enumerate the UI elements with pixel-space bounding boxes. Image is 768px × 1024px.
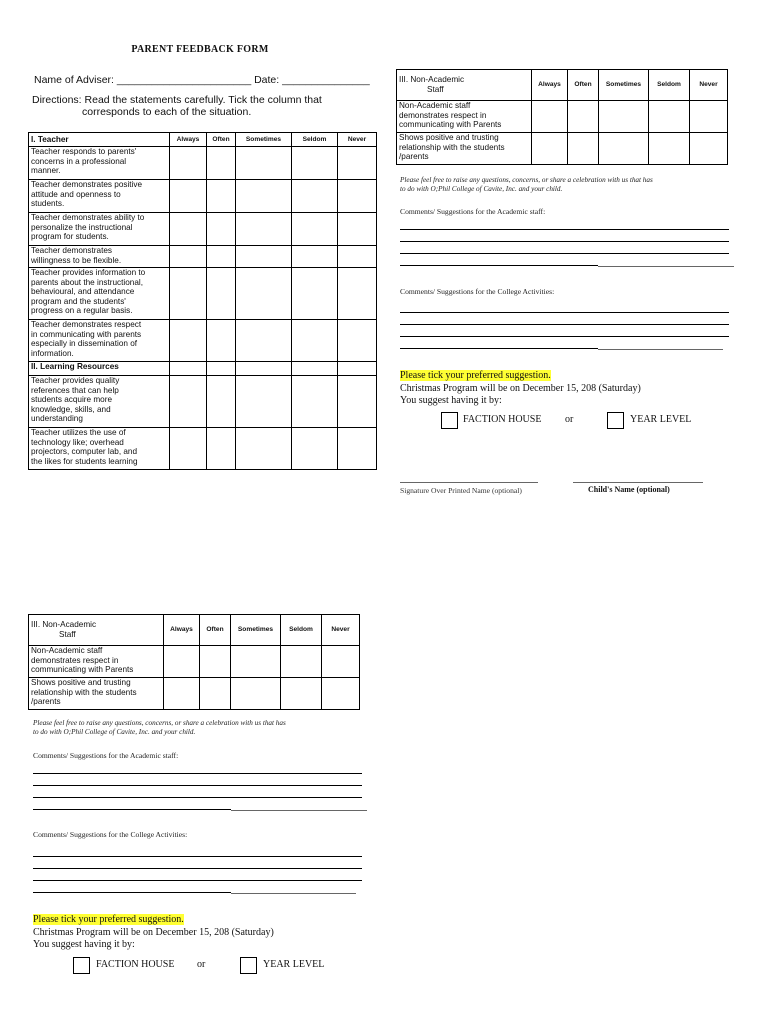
table-row <box>29 213 377 246</box>
rating-cell[interactable] <box>292 428 338 470</box>
col-often: Often <box>200 615 231 646</box>
comment-line[interactable] <box>400 324 729 325</box>
program-date: Christmas Program will be on December 15, 208 (Saturday) <box>400 383 641 394</box>
faction-house-label: FACTION HOUSE <box>96 959 175 970</box>
comment-line[interactable] <box>400 241 729 242</box>
rating-cell[interactable] <box>292 246 338 268</box>
col-always: Always <box>164 615 200 646</box>
col-sometimes: Sometimes <box>236 133 292 147</box>
rating-cell[interactable] <box>236 147 292 180</box>
comment-line[interactable] <box>400 265 598 266</box>
rating-cell[interactable] <box>281 678 322 710</box>
year-level-checkbox[interactable] <box>240 957 257 974</box>
rating-cell[interactable] <box>690 133 728 165</box>
col-always: Always <box>170 133 207 147</box>
rating-cell[interactable] <box>338 376 377 428</box>
statement-line: Teacher demonstrates respect <box>31 320 142 329</box>
rating-cell[interactable] <box>207 376 236 428</box>
statement-cell <box>29 678 164 710</box>
comment-line[interactable] <box>33 880 362 881</box>
statement-line: willingness to be flexible. <box>31 255 122 265</box>
table-row <box>397 101 728 133</box>
statement-line: Non-Academic staff <box>399 101 471 110</box>
adviser-date-line[interactable]: Name of Adviser: _______________________ Date: _______________ <box>34 74 370 86</box>
table-row <box>29 147 377 180</box>
comments-college-label: Comments/ Suggestions for the College Activities: <box>33 830 188 839</box>
statement-line: manner. <box>31 166 61 176</box>
suggestion-block <box>400 365 641 407</box>
table-row <box>29 320 377 362</box>
faction-house-checkbox[interactable] <box>441 412 458 429</box>
table-row <box>29 646 360 678</box>
statement-cell <box>397 101 532 133</box>
rating-cell[interactable] <box>236 320 292 362</box>
suggestion-highlight: Please tick your preferred suggestion. <box>400 370 551 381</box>
note-text: Please feel free to raise any questions, concerns, or share a celebration with us that has to do with O;Phil College of Cavite, Inc. and your child. <box>400 176 653 193</box>
rating-cell[interactable] <box>292 362 338 376</box>
rating-cell[interactable] <box>170 428 207 470</box>
faction-house-checkbox[interactable] <box>73 957 90 974</box>
rating-cell[interactable] <box>236 428 292 470</box>
comment-line[interactable] <box>33 856 362 857</box>
col-never: Never <box>338 133 377 147</box>
rating-cell[interactable] <box>236 246 292 268</box>
table-row <box>29 678 360 710</box>
statement-cell <box>29 180 170 213</box>
rating-cell[interactable] <box>170 320 207 362</box>
statement-cell <box>29 376 170 428</box>
comment-line[interactable] <box>33 785 362 786</box>
rating-cell[interactable] <box>281 646 322 678</box>
rating-cell[interactable] <box>568 101 599 133</box>
rating-cell[interactable] <box>690 101 728 133</box>
statement-line: Teacher demonstrates ability to <box>31 213 145 222</box>
comment-line[interactable] <box>598 349 723 350</box>
suggestion-highlight: Please tick your preferred suggestion. <box>33 914 184 925</box>
rating-cell[interactable] <box>292 180 338 213</box>
year-level-checkbox[interactable] <box>607 412 624 429</box>
statement-line: relationship with the students <box>399 142 505 152</box>
statement-line: Non-Academic staff <box>31 646 103 655</box>
rating-cell[interactable] <box>170 376 207 428</box>
rating-cell[interactable] <box>236 268 292 320</box>
statement-line: Teacher provides information to <box>31 268 146 277</box>
comment-line[interactable] <box>33 868 362 869</box>
col-seldom: Seldom <box>649 70 690 101</box>
nonacademic-title: III. Non-Academic Staff <box>29 615 164 646</box>
comment-line[interactable] <box>400 253 729 254</box>
statement-line: program and the students' <box>31 296 126 306</box>
col-seldom: Seldom <box>281 615 322 646</box>
comment-line[interactable] <box>33 809 231 810</box>
rating-cell[interactable] <box>292 376 338 428</box>
statement-line: Teacher provides quality <box>31 376 120 385</box>
rating-cell[interactable] <box>338 268 377 320</box>
statement-line: Shows positive and trusting <box>31 678 131 687</box>
statement-line: demonstrates respect in <box>399 110 487 120</box>
table-row <box>397 133 728 165</box>
comment-line[interactable] <box>33 892 231 893</box>
comment-line[interactable] <box>33 797 362 798</box>
statement-cell <box>397 133 532 165</box>
comment-line[interactable] <box>231 893 356 894</box>
comment-line[interactable] <box>33 773 362 774</box>
rating-cell[interactable] <box>170 147 207 180</box>
statement-line: in communicating with parents <box>31 329 142 339</box>
comment-line[interactable] <box>400 336 729 337</box>
suggest-prompt: You suggest having it by: <box>400 395 502 406</box>
statement-line: concerns in a professional <box>31 156 127 166</box>
rating-cell[interactable] <box>170 362 207 376</box>
col-often: Often <box>568 70 599 101</box>
directions-line-2: corresponds to each of the situation. <box>82 106 252 118</box>
statement-cell <box>29 428 170 470</box>
comments-academic-label: Comments/ Suggestions for the Academic staff: <box>400 207 546 216</box>
nonacademic-header <box>29 615 360 646</box>
nonacademic-table-top <box>396 69 728 165</box>
comment-line[interactable] <box>400 312 729 313</box>
rating-cell[interactable] <box>338 428 377 470</box>
statement-line: Teacher responds to parents' <box>31 147 137 156</box>
statement-line: knowledge, skills, and <box>31 404 111 414</box>
comment-line[interactable] <box>400 348 598 349</box>
directions-line-1: Directions: Read the statements carefully. Tick the column that <box>32 94 322 106</box>
rating-cell[interactable] <box>207 246 236 268</box>
program-date: Christmas Program will be on December 15, 208 (Saturday) <box>33 927 274 938</box>
section-learning-resources: II. Learning Resources <box>29 362 170 376</box>
rating-cell[interactable] <box>231 646 281 678</box>
rating-cell[interactable] <box>322 646 360 678</box>
comments-academic-label: Comments/ Suggestions for the Academic staff: <box>33 751 179 760</box>
nonacademic-table-bottom <box>28 614 360 710</box>
rating-cell[interactable] <box>231 678 281 710</box>
rating-cell[interactable] <box>170 180 207 213</box>
rating-cell[interactable] <box>532 133 568 165</box>
statement-line: Teacher demonstrates <box>31 246 113 255</box>
child-name-label: Child's Name (optional) <box>588 485 670 494</box>
statement-line: personalize the instructional <box>31 222 133 232</box>
rating-cell[interactable] <box>200 678 231 710</box>
rating-cell[interactable] <box>236 213 292 246</box>
rating-cell[interactable] <box>338 320 377 362</box>
comments-college-label: Comments/ Suggestions for the College Activities: <box>400 287 555 296</box>
rating-cell[interactable] <box>207 147 236 180</box>
rating-cell[interactable] <box>599 101 649 133</box>
rating-cell[interactable] <box>170 213 207 246</box>
statement-line: students acquire more <box>31 395 113 405</box>
col-sometimes: Sometimes <box>231 615 281 646</box>
rating-cell[interactable] <box>236 376 292 428</box>
rating-cell[interactable] <box>322 678 360 710</box>
statement-line: /parents <box>399 152 429 162</box>
col-seldom: Seldom <box>292 133 338 147</box>
statement-line: understanding <box>31 414 83 424</box>
rating-cell[interactable] <box>236 362 292 376</box>
nonacademic-header <box>397 70 728 101</box>
statement-cell <box>29 646 164 678</box>
or-label: or <box>197 959 206 970</box>
statement-line: information. <box>31 348 74 358</box>
statement-cell <box>29 320 170 362</box>
col-often: Often <box>207 133 236 147</box>
rating-cell[interactable] <box>207 428 236 470</box>
rating-cell[interactable] <box>292 213 338 246</box>
table-row <box>29 268 377 320</box>
table-row <box>29 376 377 428</box>
or-label: or <box>565 414 574 425</box>
comment-line[interactable] <box>231 810 367 811</box>
rating-cell[interactable] <box>164 678 200 710</box>
rating-cell[interactable] <box>649 133 690 165</box>
teacher-rating-table <box>28 132 377 470</box>
rating-cell[interactable] <box>338 362 377 376</box>
statement-line: the likes for students learning <box>31 456 138 466</box>
rating-cell[interactable] <box>207 268 236 320</box>
col-always: Always <box>532 70 568 101</box>
comment-line[interactable] <box>400 229 729 230</box>
directions <box>32 94 322 118</box>
rating-cell[interactable] <box>170 246 207 268</box>
statement-cell <box>29 213 170 246</box>
rating-cell[interactable] <box>532 101 568 133</box>
section-row <box>29 362 377 376</box>
teacher-table-header <box>29 133 377 147</box>
section-teacher-header: I. Teacher <box>29 133 170 147</box>
statement-line: parents about the instructional, <box>31 277 143 287</box>
rating-cell[interactable] <box>236 180 292 213</box>
statement-line: /parents <box>31 697 61 707</box>
year-level-label: YEAR LEVEL <box>630 414 692 425</box>
rating-cell[interactable] <box>292 268 338 320</box>
rating-cell[interactable] <box>292 147 338 180</box>
rating-cell[interactable] <box>207 362 236 376</box>
statement-line: technology like; overhead <box>31 437 124 447</box>
statement-line: attitude and openness to <box>31 189 121 199</box>
suggest-prompt: You suggest having it by: <box>33 939 135 950</box>
statement-line: especially in dissemination of <box>31 339 138 349</box>
rating-cell[interactable] <box>599 133 649 165</box>
rating-cell[interactable] <box>338 147 377 180</box>
rating-cell[interactable] <box>649 101 690 133</box>
rating-cell[interactable] <box>200 646 231 678</box>
rating-cell[interactable] <box>292 320 338 362</box>
statement-line: communicating with Parents <box>31 665 134 675</box>
suggestion-block <box>33 909 274 951</box>
rating-cell[interactable] <box>338 180 377 213</box>
table-row <box>29 246 377 268</box>
statement-line: Teacher utilizes the use of <box>31 428 126 437</box>
statement-line: projectors, computer lab, and <box>31 447 138 457</box>
statement-cell <box>29 147 170 180</box>
rating-cell[interactable] <box>207 180 236 213</box>
statement-line: relationship with the students <box>31 687 137 697</box>
rating-cell[interactable] <box>207 213 236 246</box>
statement-line: references that can help <box>31 385 119 395</box>
signature-line[interactable] <box>400 482 538 483</box>
statement-line: Teacher demonstrates positive <box>31 180 143 189</box>
faction-house-label: FACTION HOUSE <box>463 414 542 425</box>
rating-cell[interactable] <box>170 268 207 320</box>
statement-line: Shows positive and trusting <box>399 133 499 142</box>
statement-line: program for students. <box>31 232 109 242</box>
table-row <box>29 180 377 213</box>
statement-line: communicating with Parents <box>399 120 502 130</box>
rating-cell[interactable] <box>164 646 200 678</box>
rating-cell[interactable] <box>338 213 377 246</box>
year-level-label: YEAR LEVEL <box>263 959 325 970</box>
rating-cell[interactable] <box>207 320 236 362</box>
rating-cell[interactable] <box>338 246 377 268</box>
table-row <box>29 428 377 470</box>
nonacademic-title: III. Non-Academic Staff <box>397 70 532 101</box>
statement-line: behavioural, and attendance <box>31 287 135 297</box>
statement-cell <box>29 268 170 320</box>
statement-cell <box>29 246 170 268</box>
child-name-line[interactable] <box>573 482 703 483</box>
col-never: Never <box>690 70 728 101</box>
form-title: PARENT FEEDBACK FORM <box>131 44 269 55</box>
rating-cell[interactable] <box>568 133 599 165</box>
col-sometimes: Sometimes <box>599 70 649 101</box>
statement-line: students. <box>31 199 65 209</box>
comment-line[interactable] <box>598 266 734 267</box>
signature-label: Signature Over Printed Name (optional) <box>400 486 522 495</box>
note-text: Please feel free to raise any questions, concerns, or share a celebration with us that has to do with O;Phil College of Cavite, Inc. and your child. <box>33 719 286 736</box>
statement-line: demonstrates respect in <box>31 655 119 665</box>
statement-line: progress on a regular basis. <box>31 306 133 316</box>
col-never: Never <box>322 615 360 646</box>
